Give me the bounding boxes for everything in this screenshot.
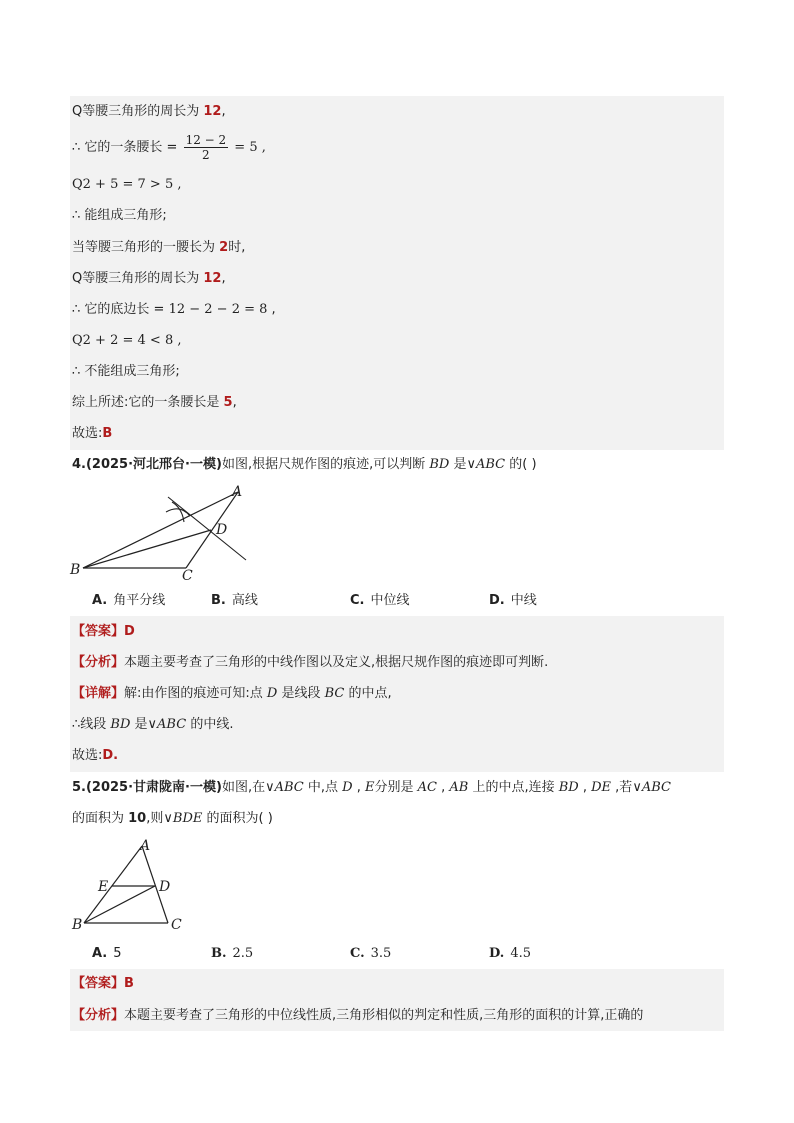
solution-line-11: 故选:B <box>72 426 113 441</box>
q5-answer: 【答案】B <box>72 976 134 991</box>
vertex-label-c: C <box>171 917 182 933</box>
vertex-label-b: B <box>72 917 83 933</box>
q4-conclusion: ∴线段 BD 是∨ABC 的中线. <box>72 717 234 732</box>
solution-line-10: 综上所述:它的一条腰长是 5, <box>72 395 237 410</box>
q4-option-a[interactable]: A. 角平分线 <box>92 593 166 608</box>
vertex-label-a: A <box>140 838 151 854</box>
q4-option-d[interactable]: D. 中线 <box>489 593 537 608</box>
point-label-d: D <box>159 879 171 895</box>
q4-answer: 【答案】D <box>72 624 135 639</box>
q5-option-c[interactable]: C. 3.5 <box>350 946 392 961</box>
q5-stem-line-1: 5.(2025·甘肃陇南·一模)如图,在∨ABC 中,点 D , E分别是 AC , AB 上的中点,连接 BD , DE ,若∨ABC <box>72 780 671 795</box>
solution-line-4: ∴ 能组成三角形; <box>72 208 167 223</box>
q4-option-c[interactable]: C. 中位线 <box>350 593 410 608</box>
q4-option-b[interactable]: B. 高线 <box>211 593 258 608</box>
q5-option-d[interactable]: D. 4.5 <box>489 946 532 961</box>
q4-choose: 故选:D. <box>72 748 119 763</box>
q5-option-b[interactable]: B. 2.5 <box>211 946 254 961</box>
q5-analysis: 【分析】本题主要考查了三角形的中位线性质,三角形相似的判定和性质,三角形的面积的计算,正确的 <box>72 1008 644 1023</box>
q5-option-a[interactable]: A. 5 <box>92 946 122 961</box>
vertex-label-a: A <box>232 484 243 500</box>
solution-line-9: ∴ 不能组成三角形; <box>72 364 180 379</box>
solution-line-3: Q2 + 5 = 7 > 5 , <box>72 177 182 192</box>
solution-line-8: Q2 + 2 = 4 < 8 , <box>72 333 182 348</box>
vertex-label-b: B <box>70 562 81 578</box>
q4-detail: 【详解】解:由作图的痕迹可知:点 D 是线段 BC 的中点, <box>72 686 392 701</box>
solution-line-5: 当等腰三角形的一腰长为 2时, <box>72 240 246 255</box>
q5-stem-line-2: 的面积为 10,则∨BDE 的面积为( ) <box>72 811 273 826</box>
solution-line-1: Q等腰三角形的周长为 12, <box>72 104 226 119</box>
fraction: $\frac{12 - 2}{2}$ <box>185 133 227 162</box>
point-label-e: E <box>98 879 109 895</box>
solution-line-6: Q等腰三角形的周长为 12, <box>72 271 226 286</box>
point-label-d: D <box>216 522 228 538</box>
q4-figure <box>68 482 268 582</box>
q4-analysis: 【分析】本题主要考查了三角形的中线作图以及定义,根据尺规作图的痕迹即可判断. <box>72 655 549 670</box>
solution-line-2: ∴ 它的一条腰长 = $\frac{12 - 2}{2}$ = 5 , <box>72 133 266 162</box>
q4-stem: 4.(2025·河北邢台·一模)如图,根据尺规作图的痕迹,可以判断 BD 是∨ABC 的( ) <box>72 457 537 472</box>
q5-figure <box>70 838 200 938</box>
vertex-label-c: C <box>182 568 193 584</box>
solution-line-7: ∴ 它的底边长 = 12 − 2 − 2 = 8 , <box>72 302 276 317</box>
